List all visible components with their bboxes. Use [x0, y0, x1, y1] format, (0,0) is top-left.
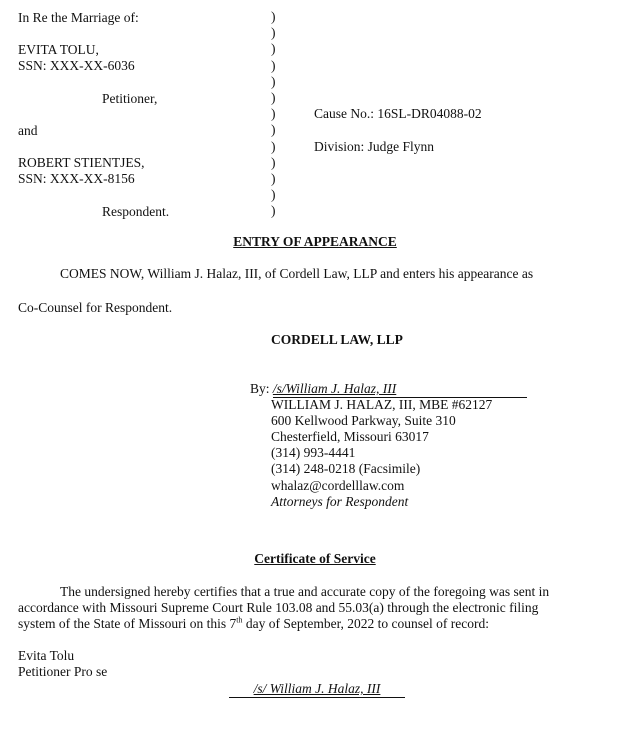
signature-text: /s/William J. Halaz, III [272, 381, 397, 396]
caption-parenthesis-column [271, 9, 281, 219]
paren: ) [271, 25, 276, 41]
certificate-line-3 [18, 616, 489, 632]
date-ordinal-suffix: th [236, 615, 243, 625]
certificate-title: Certificate of Service [254, 551, 376, 566]
attorney-name: WILLIAM J. HALAZ, III, MBE #62127 [271, 397, 493, 412]
certificate-signature [229, 681, 405, 698]
paren: ) [271, 9, 276, 24]
paren: ) [271, 122, 276, 138]
firm-phone: (314) 993-4441 [271, 445, 356, 460]
firm-address-1: 600 Kellwood Parkway, Suite 310 [271, 413, 456, 428]
and-line: and [18, 123, 38, 138]
paren: ) [271, 106, 276, 122]
certificate-line-1: The undersigned hereby certifies that a true and accurate copy of the foregoing was sent in [60, 584, 550, 599]
firm-name: CORDELL LAW, LLP [271, 332, 403, 347]
paren: ) [271, 154, 276, 170]
by-label: By: [250, 381, 273, 396]
firm-address-2: Chesterfield, Missouri 63017 [271, 429, 429, 444]
in-re-line: In Re the Marriage of: [18, 10, 139, 25]
certificate-signature-text: /s/ William J. Halaz, III [253, 681, 381, 696]
cause-number: Cause No.: 16SL-DR04088-02 [314, 106, 482, 121]
certificate-line-3-end: day of September, 2022 to counsel of record: [242, 616, 489, 631]
petitioner-ssn: SSN: XXX-XX-6036 [18, 58, 135, 73]
respondent-role: Respondent. [102, 204, 170, 219]
signature-line [250, 381, 527, 398]
certificate-line-3-start: system of the State of Missouri on this 7 [18, 616, 237, 631]
division: Division: Judge Flynn [314, 139, 435, 154]
entry-title: ENTRY OF APPEARANCE [233, 234, 397, 249]
entry-body-line-2: Co-Counsel for Respondent. [18, 300, 173, 315]
paren: ) [271, 203, 276, 219]
respondent-ssn: SSN: XXX-XX-8156 [18, 171, 135, 186]
certificate-signature-line [229, 681, 405, 698]
paren: ) [271, 73, 276, 89]
firm-email: whalaz@cordelllaw.com [271, 478, 405, 493]
paren: ) [271, 138, 276, 154]
entry-body-line-1: COMES NOW, William J. Halaz, III, of Cordell Law, LLP and enters his appearance as [60, 266, 534, 281]
petitioner-role: Petitioner, [102, 91, 158, 106]
paren: ) [271, 170, 276, 186]
recipient-name: Evita Tolu [18, 648, 75, 663]
respondent-name: ROBERT STIENTJES, [18, 155, 145, 170]
petitioner-name: EVITA TOLU, [18, 42, 99, 57]
certificate-line-2: accordance with Missouri Supreme Court Rule 103.08 and 55.03(a) through the electronic filing [18, 600, 539, 615]
firm-role: Attorneys for Respondent [271, 494, 409, 509]
recipient-role: Petitioner Pro se [18, 664, 108, 679]
paren: ) [271, 41, 276, 57]
paren: ) [271, 187, 276, 203]
paren: ) [271, 89, 276, 105]
paren: ) [271, 57, 276, 73]
firm-fax: (314) 248-0218 (Facsimile) [271, 461, 421, 476]
electronic-signature [273, 381, 527, 398]
